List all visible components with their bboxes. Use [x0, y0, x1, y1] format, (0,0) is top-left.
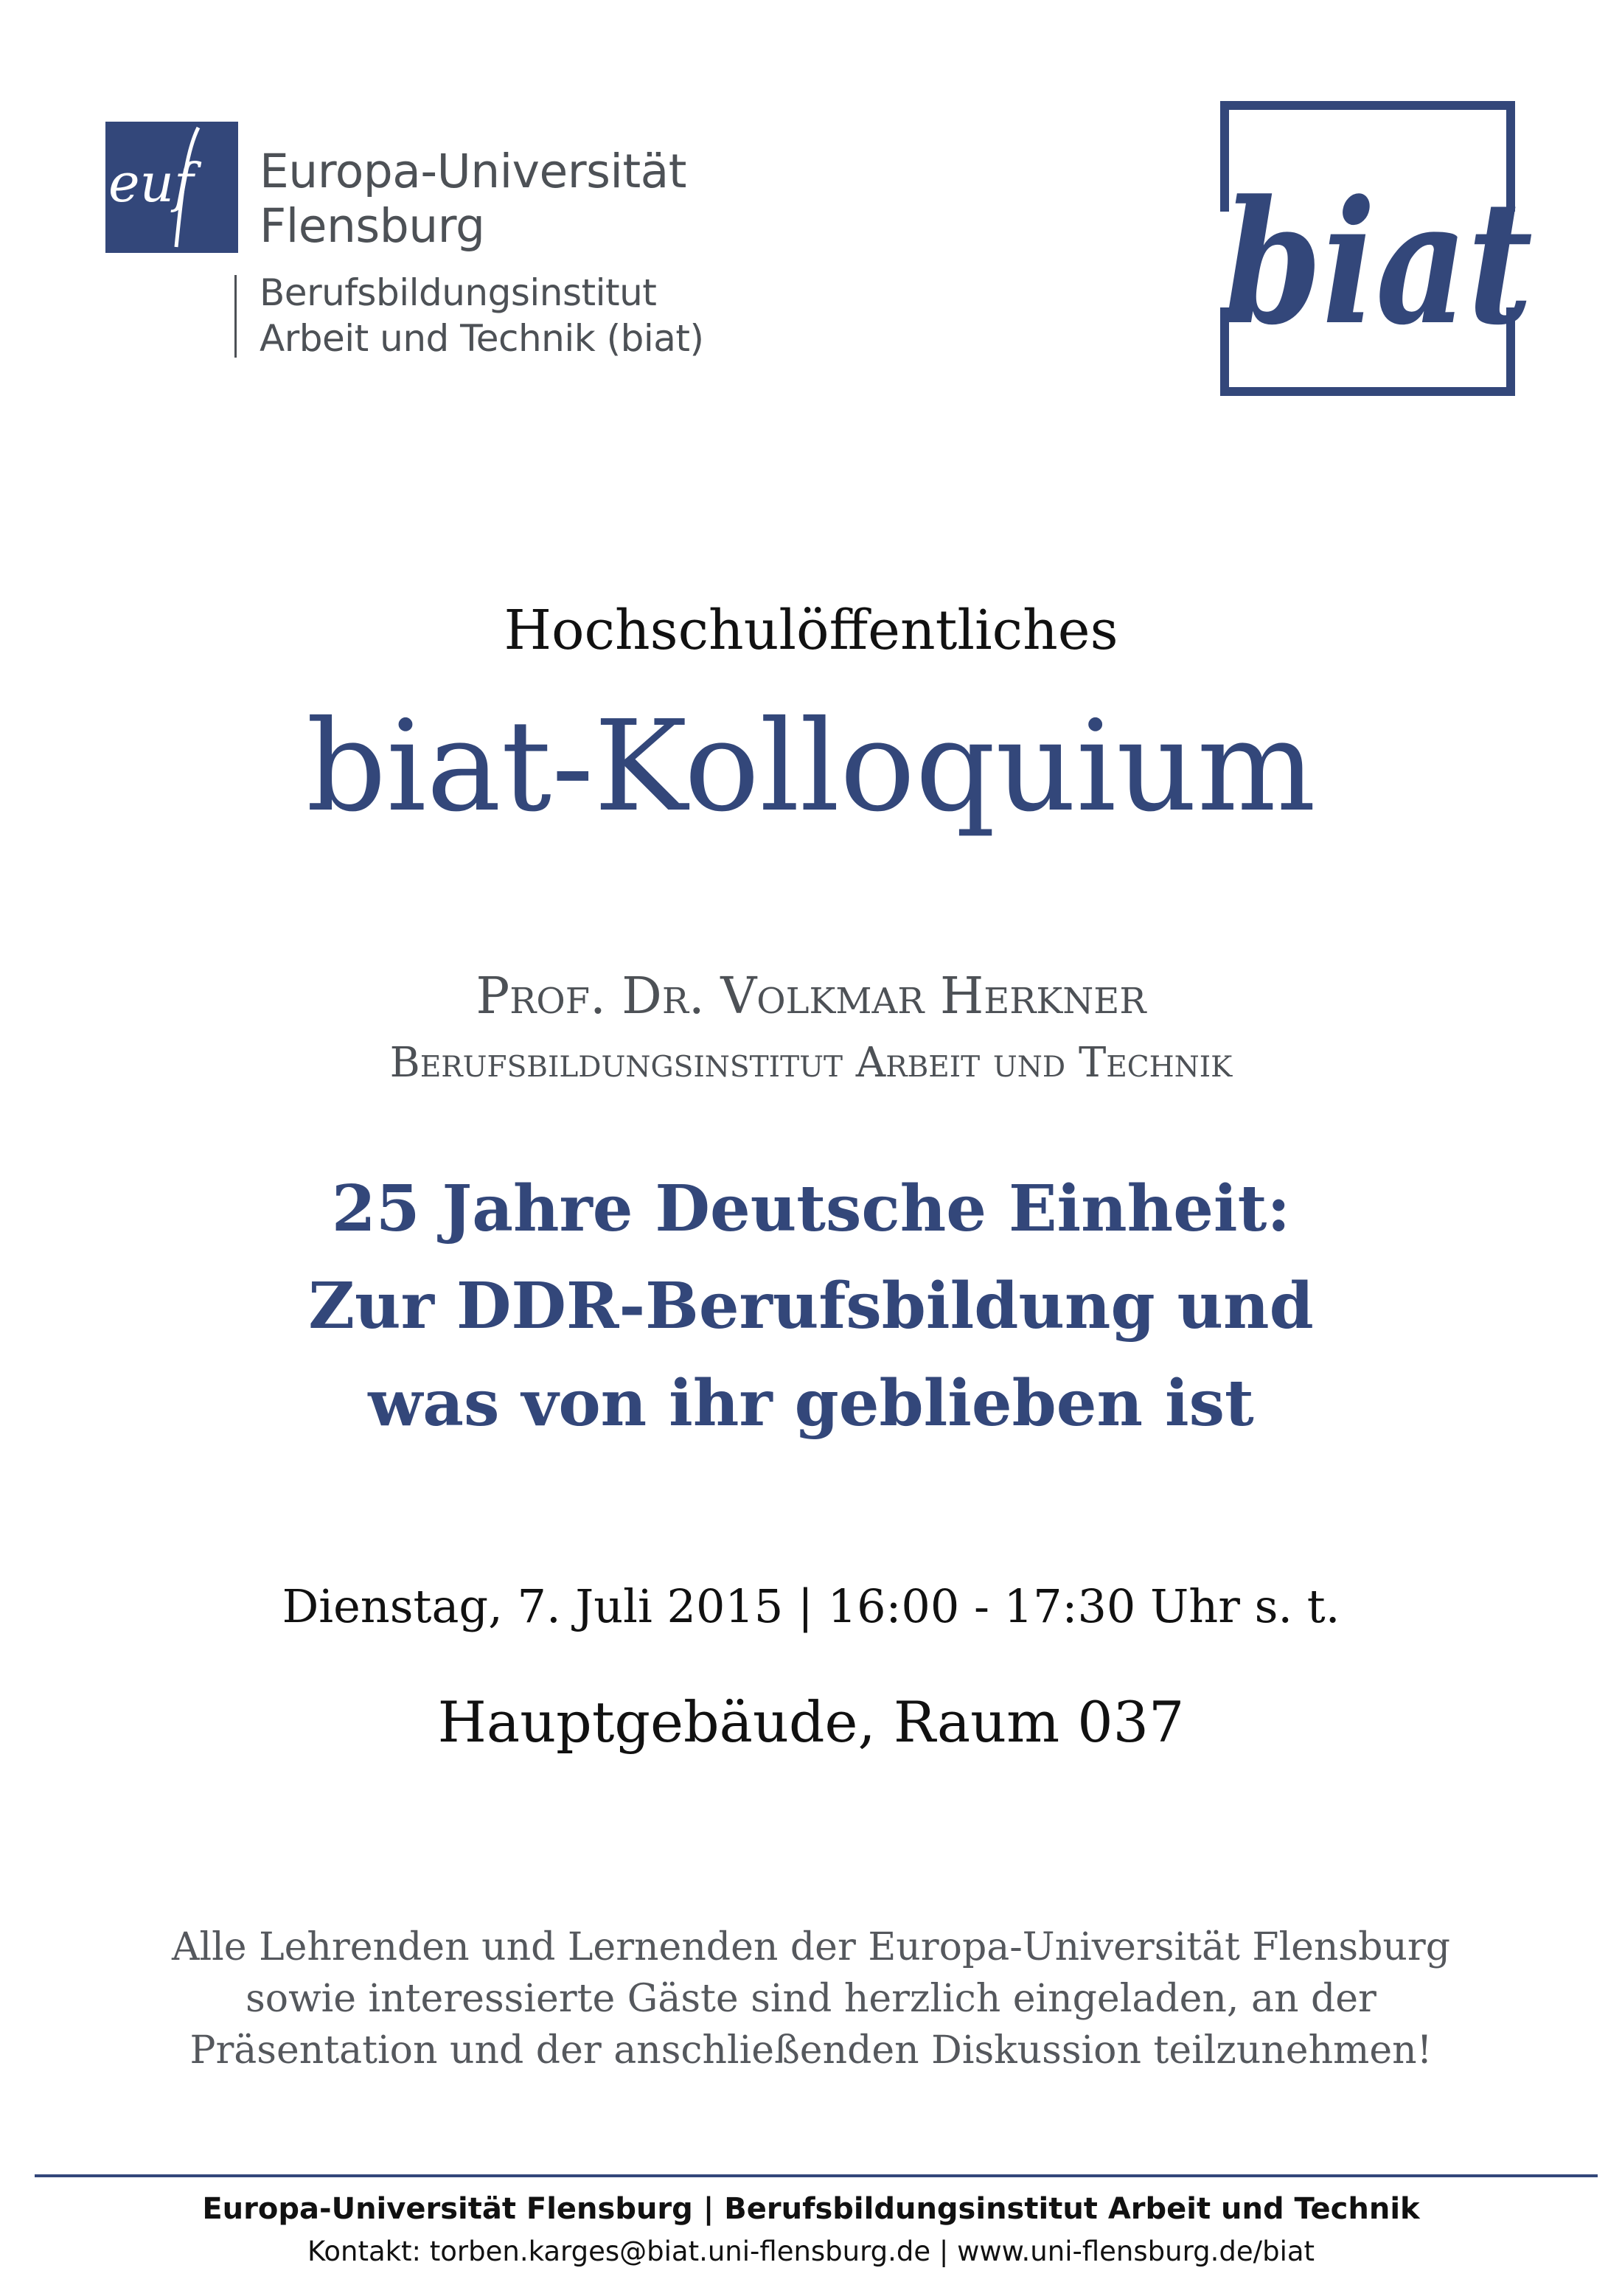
speaker-institute: Berufsbildungsinstitut Arbeit und Technik: [389, 1039, 1233, 1087]
institute-name-line1: Berufsbildungsinstitut: [260, 271, 657, 314]
topic-line-3: was von ihr geblieben ist: [368, 1366, 1254, 1441]
footer-contact: Kontakt: torben.karges@biat.uni-flensburg.de | www.uni-flensburg.de/biat: [307, 2236, 1315, 2267]
institute-divider: [234, 275, 237, 358]
invitation-line-2: sowie interessierte Gäste sind herzlich eingeladen, an der: [246, 1977, 1376, 2021]
invitation-line-3: Präsentation und der anschließenden Diskussion teilzunehmen!: [189, 2028, 1433, 2073]
biat-logo: [1220, 101, 1545, 396]
invitation-line-1: Alle Lehrenden und Lernenden der Europa-Universität Flensburg: [171, 1925, 1450, 1969]
page-title: biat-Kolloquium: [306, 694, 1316, 840]
event-location: Hauptgebäude, Raum 037: [437, 1689, 1185, 1755]
university-name: [260, 145, 686, 254]
biat-logo-text: biat: [1223, 164, 1533, 363]
topic-line-1: 25 Jahre Deutsche Einheit:: [331, 1172, 1291, 1246]
pre-title: Hochschulöffentliches: [504, 599, 1118, 662]
biat-logo-mark-icon: [1220, 101, 1545, 396]
university-name-line2: Flensburg: [260, 199, 485, 253]
footer-organization: Europa-Universität Flensburg | Berufsbildungsinstitut Arbeit und Technik: [202, 2192, 1420, 2226]
invitation-text: [0, 1921, 1622, 2076]
speaker-name: Prof. Dr. Volkmar Herkner: [476, 967, 1146, 1026]
topic-line-2: Zur DDR-Berufsbildung und: [308, 1269, 1314, 1343]
institute-name: [260, 270, 703, 361]
footer-divider: [35, 2174, 1598, 2177]
event-datetime: Dienstag, 7. Juli 2015 | 16:00 - 17:30 Uhr s. t.: [282, 1579, 1340, 1633]
euf-logo: [105, 122, 238, 253]
university-name-line1: Europa-Universität: [260, 145, 686, 198]
institute-name-line2: Arbeit und Technik (biat): [260, 317, 704, 360]
euf-logo-text: euf: [108, 152, 194, 214]
euf-logo-mark-icon: [105, 122, 238, 253]
